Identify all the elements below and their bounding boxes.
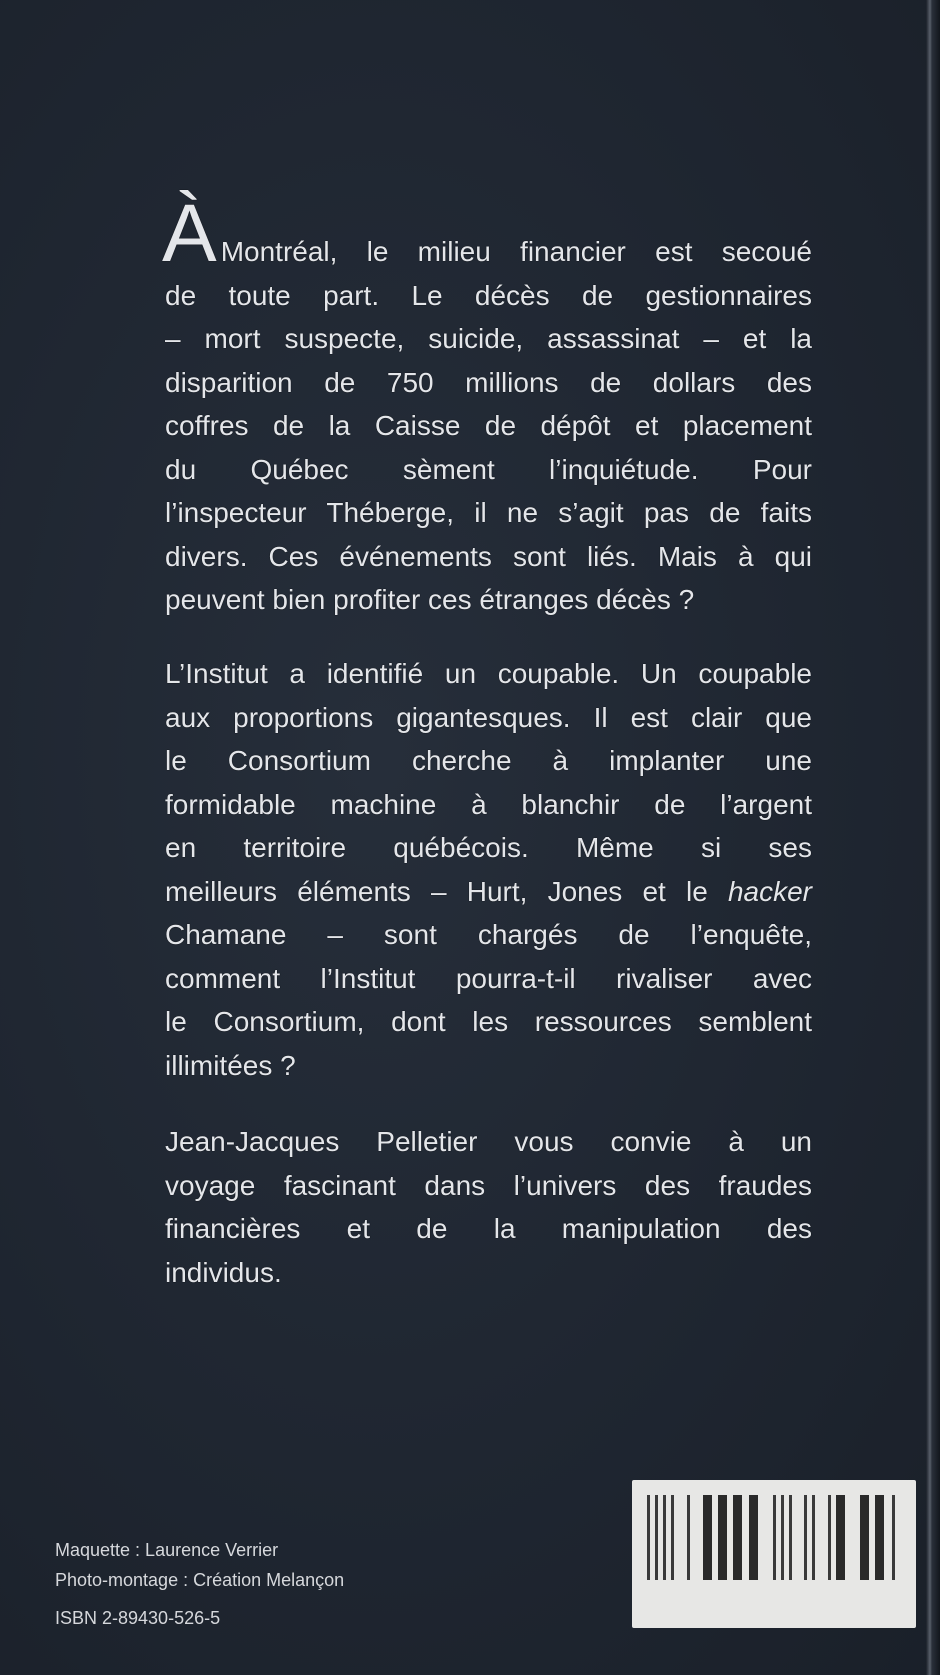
- blurb-line: [162, 188, 812, 279]
- barcode-bar: [789, 1495, 792, 1580]
- barcode-bar: [812, 1495, 815, 1580]
- blurb-line: illimitées ?: [165, 1049, 296, 1081]
- barcode-bar: [671, 1495, 674, 1580]
- barcode: [632, 1480, 916, 1628]
- blurb-line: voyage fascinant dans l’univers des fraudes: [165, 1169, 812, 1201]
- barcode-bar: [663, 1495, 666, 1580]
- blurb-line: Jean-Jacques Pelletier vous convie à un: [165, 1126, 812, 1157]
- barcode-bar: [860, 1495, 869, 1580]
- blurb-line: en territoire québécois. Même si ses: [165, 832, 812, 863]
- blurb-line: aux proportions gigantesques. Il est clair que: [165, 701, 812, 733]
- blurb-line: l’inspecteur Théberge, il ne s’agit pas de faits: [165, 497, 812, 528]
- barcode-bar: [687, 1495, 690, 1580]
- barcode-bar: [655, 1495, 658, 1580]
- italic-word: hacker: [727, 875, 812, 907]
- line-text: meilleurs éléments – Hurt, Jones et le: [165, 875, 708, 907]
- blurb-line: le Consortium, dont les ressources semblent: [165, 1006, 812, 1037]
- blurb-line: le Consortium cherche à implanter une: [165, 745, 812, 776]
- blurb-line: L’Institut a identifié un coupable. Un coupable: [165, 658, 812, 689]
- barcode-bar: [749, 1495, 758, 1580]
- blurb-line: financières et de la manipulation des: [165, 1213, 812, 1244]
- barcode-bar: [804, 1495, 807, 1580]
- barcode-bar: [718, 1495, 727, 1580]
- blurb-line: disparition de 750 millions de dollars des: [165, 366, 812, 398]
- blurb-line: individus.: [165, 1256, 282, 1288]
- credit-maquette: Maquette : Laurence Verrier: [55, 1540, 279, 1560]
- blurb-line: comment l’Institut pourra-t-il rivaliser avec: [165, 962, 812, 994]
- isbn: ISBN 2-89430-526-5: [55, 1608, 221, 1628]
- blurb-line: Chamane – sont chargés de l’enquête,: [165, 919, 812, 950]
- blurb-line: coffres de la Caisse de dépôt et placement: [165, 410, 812, 441]
- barcode-bar: [828, 1495, 831, 1580]
- blurb-line: du Québec sèment l’inquiétude. Pour: [165, 453, 812, 485]
- blurb-line: de toute part. Le décès de gestionnaires: [165, 279, 812, 311]
- paragraph-3: [165, 1120, 812, 1294]
- book-spine-edge: [926, 0, 940, 1675]
- barcode-bar: [892, 1495, 895, 1580]
- barcode-bar: [703, 1495, 712, 1580]
- barcode-bar: [781, 1495, 784, 1580]
- paragraph-2: [165, 652, 812, 1087]
- blurb-line: [165, 870, 812, 914]
- barcode-bar: [875, 1495, 884, 1580]
- blurb-line: – mort suspecte, suicide, assassinat – et la: [165, 323, 812, 354]
- blurb-line: divers. Ces événements sont liés. Mais à qui: [165, 540, 812, 572]
- barcode-bar: [773, 1495, 776, 1580]
- drop-cap: À: [162, 188, 217, 279]
- credit-photo-montage: Photo-montage : Création Melançon: [55, 1570, 345, 1590]
- line-text: Montréal, le milieu financier est secoué: [220, 236, 812, 267]
- barcode-bar: [733, 1495, 742, 1580]
- paragraph-1: [162, 188, 812, 622]
- barcode-bar: [836, 1495, 845, 1580]
- barcode-bar: [647, 1495, 650, 1580]
- blurb-line: formidable machine à blanchir de l’argent: [165, 788, 812, 820]
- blurb-line: peuvent bien profiter ces étranges décès ?: [165, 584, 695, 615]
